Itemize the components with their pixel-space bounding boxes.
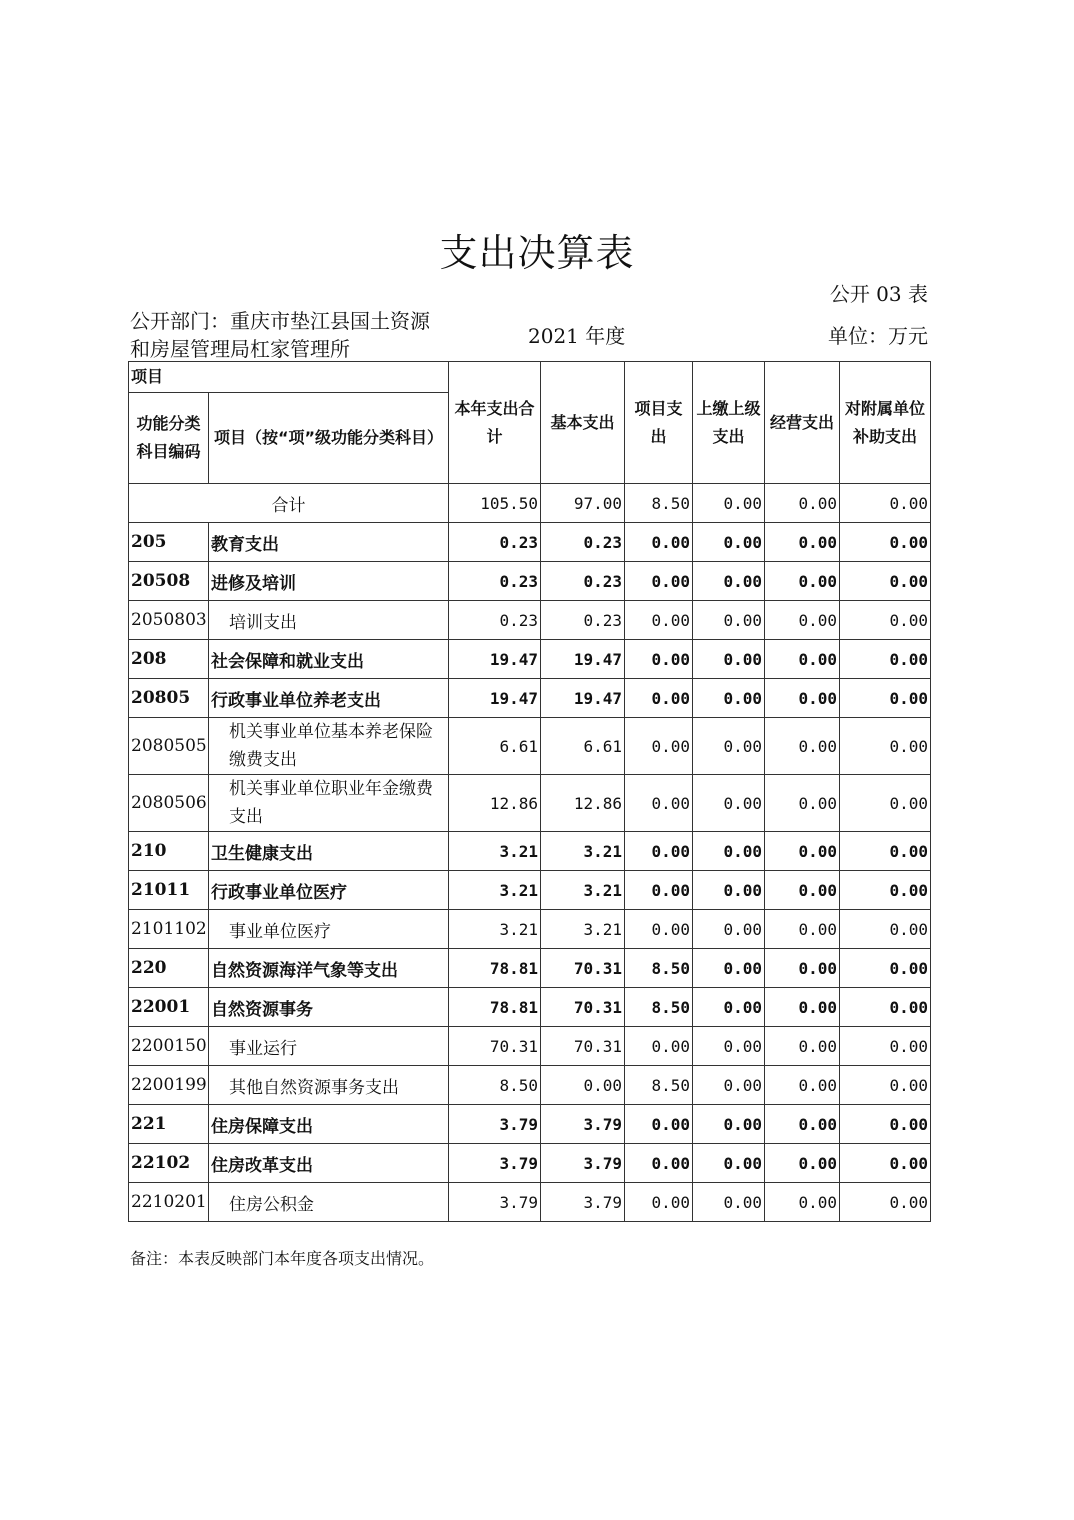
row-value: 0.23 <box>541 601 625 640</box>
row-value: 3.21 <box>449 832 541 871</box>
table-row <box>129 1066 931 1105</box>
row-value: 0.00 <box>625 775 693 832</box>
header-upper-remittance: 上缴上级支出 <box>693 362 765 484</box>
table-row <box>129 601 931 640</box>
row-value: 78.81 <box>449 988 541 1027</box>
row-value: 8.50 <box>625 988 693 1027</box>
row-value: 0.00 <box>625 910 693 949</box>
page-title: 支出决算表 <box>439 231 635 275</box>
currency-unit: 单位：万元 <box>828 324 928 348</box>
row-code: 21011 <box>129 871 209 910</box>
row-value: 12.86 <box>449 775 541 832</box>
row-value: 0.00 <box>840 949 931 988</box>
header-total-expenditure: 本年支出合计 <box>449 362 541 484</box>
row-value: 0.00 <box>693 1027 765 1066</box>
table-row <box>129 1027 931 1066</box>
row-code: 221 <box>129 1105 209 1144</box>
row-value: 0.00 <box>840 601 931 640</box>
row-code: 220 <box>129 949 209 988</box>
row-value: 0.00 <box>693 1144 765 1183</box>
row-value: 0.00 <box>765 949 840 988</box>
table-row <box>129 1144 931 1183</box>
row-value: 70.31 <box>541 1027 625 1066</box>
form-number: 公开 03 表 <box>829 282 928 306</box>
row-value: 0.00 <box>625 1144 693 1183</box>
header-business-expenditure: 经营支出 <box>765 362 840 484</box>
header-project: 项目 <box>129 362 449 393</box>
row-name: 机关事业单位基本养老保险缴费支出 <box>209 718 449 775</box>
row-value: 0.00 <box>693 523 765 562</box>
row-value: 0.00 <box>840 562 931 601</box>
row-value: 19.47 <box>541 679 625 718</box>
row-value: 0.00 <box>693 775 765 832</box>
table-row <box>129 679 931 718</box>
table-row <box>129 718 931 775</box>
row-value: 0.00 <box>840 1105 931 1144</box>
row-value: 0.00 <box>765 910 840 949</box>
row-value: 0.00 <box>625 832 693 871</box>
row-value: 0.00 <box>765 601 840 640</box>
row-value: 0.00 <box>693 679 765 718</box>
row-value: 0.00 <box>693 640 765 679</box>
row-name: 住房改革支出 <box>209 1144 449 1183</box>
table-row <box>129 775 931 832</box>
row-value: 0.00 <box>625 523 693 562</box>
row-value: 3.79 <box>541 1105 625 1144</box>
table-row <box>129 832 931 871</box>
row-value: 0.00 <box>840 718 931 775</box>
total-value: 8.50 <box>625 484 693 523</box>
total-value: 105.50 <box>449 484 541 523</box>
row-code: 22102 <box>129 1144 209 1183</box>
row-value: 0.00 <box>765 1066 840 1105</box>
row-value: 0.00 <box>693 871 765 910</box>
row-code: 2050803 <box>129 601 209 640</box>
row-value: 0.00 <box>765 718 840 775</box>
row-value: 70.31 <box>541 949 625 988</box>
row-value: 0.00 <box>765 1105 840 1144</box>
row-value: 0.00 <box>625 718 693 775</box>
row-value: 19.47 <box>449 679 541 718</box>
row-value: 0.00 <box>625 640 693 679</box>
row-value: 0.00 <box>765 1027 840 1066</box>
row-value: 0.00 <box>765 679 840 718</box>
row-value: 0.00 <box>765 562 840 601</box>
row-value: 0.00 <box>840 679 931 718</box>
header-basic-expenditure: 基本支出 <box>541 362 625 484</box>
department-line-2: 和房屋管理局杠家管理所 <box>130 337 350 361</box>
row-value: 0.00 <box>693 949 765 988</box>
table-row <box>129 1183 931 1222</box>
table-row <box>129 988 931 1027</box>
row-code: 2101102 <box>129 910 209 949</box>
row-value: 0.00 <box>625 1183 693 1222</box>
row-value: 0.00 <box>840 871 931 910</box>
row-value: 0.00 <box>541 1066 625 1105</box>
expenditure-table <box>128 361 931 1222</box>
row-value: 0.00 <box>840 1027 931 1066</box>
department-line-1: 公开部门：重庆市垫江县国土资源 <box>130 309 430 333</box>
row-value: 0.00 <box>840 1183 931 1222</box>
row-value: 0.00 <box>693 562 765 601</box>
row-value: 3.21 <box>449 871 541 910</box>
row-code: 205 <box>129 523 209 562</box>
department-label <box>130 307 460 363</box>
row-value: 0.00 <box>840 1066 931 1105</box>
row-value: 0.00 <box>625 1105 693 1144</box>
row-name: 机关事业单位职业年金缴费支出 <box>209 775 449 832</box>
table-row <box>129 640 931 679</box>
table-row <box>129 1105 931 1144</box>
table-row <box>129 562 931 601</box>
row-value: 3.79 <box>449 1183 541 1222</box>
row-code: 208 <box>129 640 209 679</box>
header-item-name: 项目（按“项”级功能分类科目） <box>209 393 449 484</box>
row-name: 培训支出 <box>209 601 449 640</box>
row-value: 0.00 <box>693 988 765 1027</box>
row-code: 2080506 <box>129 775 209 832</box>
total-label: 合计 <box>129 484 449 523</box>
row-code: 2080505 <box>129 718 209 775</box>
row-value: 0.00 <box>625 562 693 601</box>
row-name: 教育支出 <box>209 523 449 562</box>
row-value: 12.86 <box>541 775 625 832</box>
row-value: 6.61 <box>541 718 625 775</box>
row-value: 0.00 <box>840 910 931 949</box>
row-value: 0.00 <box>693 1183 765 1222</box>
header-subsidy-expenditure: 对附属单位补助支出 <box>840 362 931 484</box>
row-name: 事业单位医疗 <box>209 910 449 949</box>
row-value: 0.00 <box>840 832 931 871</box>
row-value: 0.00 <box>625 1027 693 1066</box>
header-code: 功能分类科目编码 <box>129 393 209 484</box>
total-value: 97.00 <box>541 484 625 523</box>
row-value: 0.00 <box>693 832 765 871</box>
row-code: 20508 <box>129 562 209 601</box>
row-value: 0.00 <box>765 775 840 832</box>
row-name: 其他自然资源事务支出 <box>209 1066 449 1105</box>
row-value: 0.00 <box>625 679 693 718</box>
row-value: 70.31 <box>541 988 625 1027</box>
row-value: 0.00 <box>765 832 840 871</box>
total-value: 0.00 <box>693 484 765 523</box>
row-code: 20805 <box>129 679 209 718</box>
row-name: 行政事业单位医疗 <box>209 871 449 910</box>
row-value: 3.79 <box>541 1144 625 1183</box>
row-value: 0.00 <box>765 523 840 562</box>
row-value: 0.00 <box>693 718 765 775</box>
row-value: 0.00 <box>625 871 693 910</box>
table-row <box>129 523 931 562</box>
row-value: 3.79 <box>449 1105 541 1144</box>
row-name: 社会保障和就业支出 <box>209 640 449 679</box>
total-row <box>129 484 931 523</box>
row-name: 自然资源海洋气象等支出 <box>209 949 449 988</box>
row-value: 0.00 <box>693 1066 765 1105</box>
fiscal-year: 2021 年度 <box>528 324 626 348</box>
footnote: 备注：本表反映部门本年度各项支出情况。 <box>130 1249 435 1268</box>
row-value: 0.00 <box>765 988 840 1027</box>
row-value: 3.79 <box>449 1144 541 1183</box>
total-value: 0.00 <box>765 484 840 523</box>
row-value: 0.00 <box>765 871 840 910</box>
row-name: 事业运行 <box>209 1027 449 1066</box>
row-value: 8.50 <box>625 1066 693 1105</box>
row-name: 住房公积金 <box>209 1183 449 1222</box>
row-value: 0.23 <box>541 562 625 601</box>
row-code: 2200199 <box>129 1066 209 1105</box>
row-value: 0.00 <box>840 988 931 1027</box>
row-value: 0.00 <box>625 601 693 640</box>
row-value: 0.23 <box>541 523 625 562</box>
row-value: 0.00 <box>693 601 765 640</box>
row-value: 3.21 <box>541 910 625 949</box>
row-value: 3.21 <box>541 871 625 910</box>
row-value: 3.79 <box>541 1183 625 1222</box>
row-name: 住房保障支出 <box>209 1105 449 1144</box>
row-value: 0.23 <box>449 601 541 640</box>
row-value: 6.61 <box>449 718 541 775</box>
row-value: 0.00 <box>693 910 765 949</box>
row-value: 0.00 <box>765 1183 840 1222</box>
total-value: 0.00 <box>840 484 931 523</box>
row-value: 8.50 <box>449 1066 541 1105</box>
row-value: 70.31 <box>449 1027 541 1066</box>
row-value: 0.00 <box>840 523 931 562</box>
row-value: 78.81 <box>449 949 541 988</box>
row-value: 8.50 <box>625 949 693 988</box>
row-name: 自然资源事务 <box>209 988 449 1027</box>
row-value: 0.23 <box>449 562 541 601</box>
row-name: 进修及培训 <box>209 562 449 601</box>
row-value: 19.47 <box>449 640 541 679</box>
row-code: 22001 <box>129 988 209 1027</box>
row-value: 0.23 <box>449 523 541 562</box>
row-value: 3.21 <box>449 910 541 949</box>
table-row <box>129 910 931 949</box>
table-row <box>129 949 931 988</box>
row-value: 0.00 <box>840 1144 931 1183</box>
table-row <box>129 871 931 910</box>
row-value: 0.00 <box>693 1105 765 1144</box>
row-value: 0.00 <box>765 640 840 679</box>
row-value: 0.00 <box>840 640 931 679</box>
row-name: 行政事业单位养老支出 <box>209 679 449 718</box>
row-value: 0.00 <box>765 1144 840 1183</box>
row-code: 210 <box>129 832 209 871</box>
header-project-expenditure: 项目支出 <box>625 362 693 484</box>
row-value: 19.47 <box>541 640 625 679</box>
row-code: 2210201 <box>129 1183 209 1222</box>
row-value: 3.21 <box>541 832 625 871</box>
row-code: 2200150 <box>129 1027 209 1066</box>
row-value: 0.00 <box>840 775 931 832</box>
row-name: 卫生健康支出 <box>209 832 449 871</box>
